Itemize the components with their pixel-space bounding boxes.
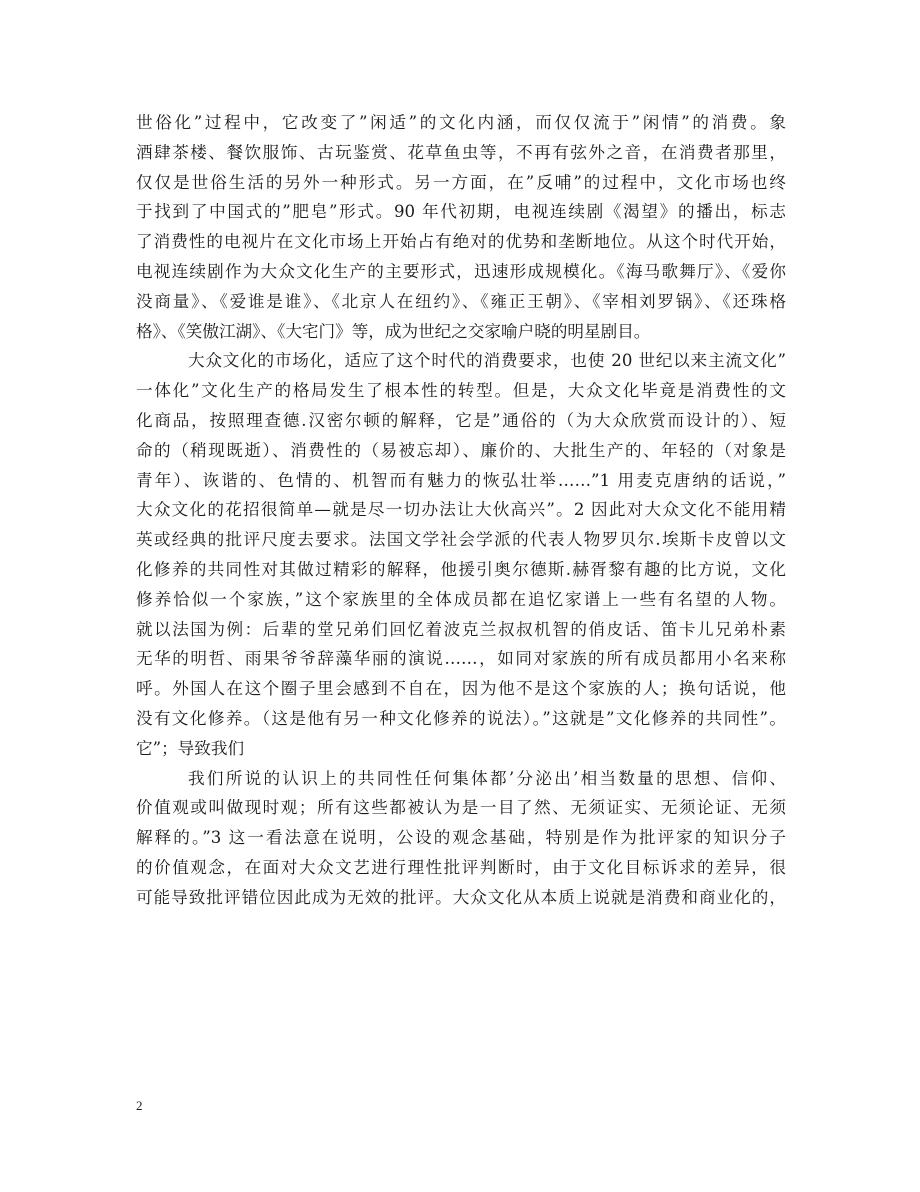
text-line: 价值观或叫做现时观；所有这些都被认为是一目了然、无须证实、无须论证、无须	[136, 798, 786, 818]
text-line: 大众文化的花招很简单—就是尽一切办法让大伙高兴”。2 因此对大众文化不能用精	[136, 500, 786, 520]
text-line: 电视连续剧作为大众文化生产的主要形式，迅速形成规模化。《海马歌舞厅》、《爱你	[136, 261, 786, 281]
text-line: 无华的明哲、雨果爷爷辞藻华丽的演说……，如同对家族的所有成员都用小名来称	[136, 649, 786, 669]
body-text	[136, 108, 786, 913]
text-line: 解释的。”3 这一看法意在说明，公设的观念基础，特别是作为批评家的知识分子	[136, 828, 786, 848]
text-line: 的价值观念，在面对大众文艺进行理性批评判断时，由于文化目标诉求的差异，很	[136, 857, 786, 877]
text-line: 它”；导致我们	[136, 738, 245, 758]
text-line: 青年）、诙谐的、色情的、机智而有魅力的恢弘壮举……”1 用麦克唐纳的话说，”	[136, 470, 786, 490]
text-line: 英或经典的批评尺度去要求。法国文学社会学派的代表人物罗贝尔.埃斯卡皮曾以文	[136, 530, 786, 550]
text-line: 化商品，按照理查德.汉密尔顿的解释，它是”通俗的（为大众欣赏而设计的）、短	[136, 410, 786, 430]
text-line: 可能导致批评错位因此成为无效的批评。大众文化从本质上说就是消费和商业化的，	[136, 887, 786, 907]
text-line: 酒肆茶楼、餐饮服饰、古玩鉴赏、花草鱼虫等，不再有弦外之音，在消费者那里，	[136, 142, 786, 162]
text-line: 没商量》、《爱谁是谁》、《北京人在纽约》、《雍正王朝》、《宰相刘罗锅》、《还珠格	[136, 291, 786, 311]
text-line: 化修养的共同性对其做过精彩的解释，他援引奥尔德斯.赫胥黎有趣的比方说，文化	[136, 559, 786, 579]
paragraph-start-line: 我们所说的认识上的共同性任何集体都’分泌出’相当数量的思想、信仰、	[188, 768, 786, 788]
text-line: 格》、《笑傲江湖》、《大宅门》等，成为世纪之交家喻户晓的明星剧目。	[136, 321, 651, 341]
text-line: 于找到了中国式的”肥皂”形式。90 年代初期，电视连续剧《渴望》的播出，标志	[136, 202, 786, 222]
text-line: 仅仅是世俗生活的另外一种形式。另一方面，在”反哺”的过程中，文化市场也终	[136, 172, 786, 192]
text-line: 世俗化”过程中，它改变了”闲适”的文化内涵，而仅仅流于”闲情”的消费。象	[136, 113, 786, 132]
text-line: 了消费性的电视片在文化市场上开始占有绝对的优势和垄断地位。从这个时代开始，	[136, 232, 786, 252]
text-line: 没有文化修养。（这是他有另一种文化修养的说法）。”这就是”文化修养的共同性”。	[136, 708, 786, 728]
text-line: 修养恰似一个家族，”这个家族里的全体成员都在追忆家谱上一些有名望的人物。	[136, 589, 786, 609]
text-line: 就以法国为例：后辈的堂兄弟们回忆着波克兰叔叔机智的俏皮话、笛卡儿兄弟朴素	[136, 619, 786, 639]
paragraph-start-line: 大众文化的市场化，适应了这个时代的消费要求，也使 20 世纪以来主流文化”	[188, 351, 786, 371]
page-number: 2	[136, 1098, 143, 1113]
text-line: 命的（稍现既逝）、消费性的（易被忘却）、廉价的、大批生产的、年轻的（对象是	[136, 440, 786, 460]
text-line: 呼。外国人在这个圈子里会感到不自在，因为他不是这个家族的人；换句话说，他	[136, 679, 786, 699]
text-line: 一体化”文化生产的格局发生了根本性的转型。但是，大众文化毕竟是消费性的文	[136, 381, 786, 401]
